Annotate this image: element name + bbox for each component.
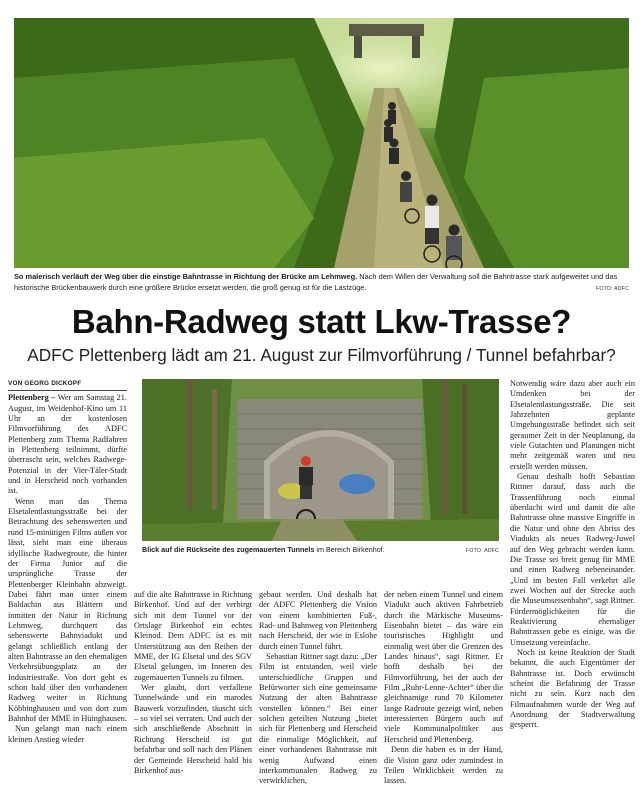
headline: Bahn-Radweg statt Lkw-Trasse? [71, 303, 572, 340]
tunnel-photo [142, 379, 499, 541]
paragraph: Sebastian Rittner sagt dazu: „Der Film ist entstanden, weil viele unterschiedliche Gruppen und Befürworter sich eine gemeinsame Nutzung der alten Bahntrasse vorstellen können.“ Bei einer solchen geteilten Nutzung „bietet sich für Plettenberg und Herscheid die einmalige Möglichkeit, auf einer vorhandenen Bahntrasse mit wenig Aufwand einen interkommunalen Radweg zu verwirklichen, [259, 652, 377, 786]
tunnel-photo-caption-bold: Blick auf die Rückseite des zugemauerten Tunnels [142, 545, 315, 554]
tunnel-photo-credit: FOTO: ADFC [465, 548, 499, 554]
tunnel-photo-caption [142, 545, 499, 556]
top-photo-credit: FOTO: ADFC [595, 286, 629, 292]
paragraph: Wer glaubt, dort verfallene Tunnelwände und ein marodes Bauwerk vorzufinden, täuscht sich – so viel sei verraten. Und auch der sich anschließende Abschnitt in Richtung Herscheid ist gut befahrbar und soll nach den Plänen der Gemeinde Herscheid bald bis Birkenhof aus- [134, 683, 252, 775]
paragraph: auf die alte Bahntrasse in Richtung Birkenhof. Und auf der verbirgt sich mit dem Tunnel vor der Ortslage Birkenhof ein echtes Kleinod. Dem ADFC ist es mit Unterstützung aus den Reihen der MME, der IG Elsetal und des SGV Elsetal gelungen, im Inneren des zugemauerten Tunnels zu filmen. [134, 590, 252, 682]
dateline: Plettenberg – [8, 393, 56, 403]
author-byline: VON GEORG DICKOPF [8, 379, 127, 391]
paragraph [8, 393, 127, 496]
tunnel-photo-caption-text: im Bereich Birkenhof. [314, 545, 385, 554]
article-column-3 [259, 590, 377, 787]
top-photo-cyclists-on-trail [14, 18, 629, 268]
paragraph: der neben einem Tunnel und einem Viadukt auch aktiven Fahrbetrieb durch die Märkische Museums-Eisenbahn bietet – das wäre ein touristisches Highlight und einmalig weit über die Grenzen des Landes hinaus“, sagt Rittner. Er hofft deshalb bei der Filmvorführung, bei der auch der Film „Ruhr-Lenne-Achter“ über die gleichnamige rund 70 Kilometer lange Radroute gezeigt wird, neben interessierten Bürgern auch auf viele Kommunalpolitiker aus Herscheid und Plettenberg. [384, 590, 503, 744]
subheadline: ADFC Plettenberg lädt am 21. August zur Filmvorführung / Tunnel befahrbar? [27, 345, 616, 365]
top-photo-caption [14, 271, 629, 295]
paragraph-text: Wer am Samstag 21. August, im Weidenhof-Kino um 11 Uhr an der kostenlosen Filmvorführung des ADFC Plettenberg zum Thema Radfahren in Plettenberg teilnimmt, dürfte überrascht sein, welches Radwege-Potenzial in der Vier-Täler-Stadt und in Herscheid noch vorhanden ist. [8, 393, 127, 496]
paragraph: Denn die haben es in der Hand, die Vision ganz oder zumindest in Teilen Wirklichkeit werden zu lassen. [384, 745, 503, 786]
article-column-5 [510, 379, 635, 731]
paragraph: Noch ist keine Reaktion der Stadt bekannt, die auch Eigentümer der Bahntrasse ist. Doch erwünscht scheint die Befahrung der Trasse nicht zu sein. Kurz nach den Filmaufnahmen wurde der Weg auf Anordnung der Stadtverwaltung gesperrt. [510, 647, 635, 730]
paragraph: Nun gelangt man nach einem kleinen Anstieg wieder [8, 724, 127, 744]
article-column-1 [8, 379, 127, 745]
paragraph: Genau deshalb hofft Sebastian Rittner darauf, dass auch die Trassenführung noch einmal überdacht wird und damit die alte Bahntrasse ohne massive Eingriffe in die Natur und ohne den Abriss des Viadukts als neues Radweg-Juwel auf den Weg gebracht werden kann. Die Trasse sei breit genug für MME und einen Radweg nebeneinander. „Und im besten Fall verkehrt alle zwei Wochen auf der Strecke auch die Museumseisenbahn“, sagt Rittner. Fördermöglichkeiten für die Reaktivierung ehemaliger Bahntrassen gebe es einige, was die Umsetzung vereinfache. [510, 472, 635, 647]
article-column-2 [134, 590, 252, 776]
paragraph: gebaut werden. Und deshalb hat der ADFC Plettenberg die Vision von einem kombinierten Fuß-, Rad- und Bahnweg von Plettenberg nach Herscheid, der wie in Eslohe durch einen Tunnel führt. [259, 590, 377, 651]
top-photo-caption-text: Nach dem Willen der Verwaltung soll die Bahntrasse stark aufgeweitet und das historische Brückenbauwerk durch eine größere Brücke ersetzt werden, die groß genug ist für die Lastzüge. [14, 272, 618, 292]
article-column-4 [384, 590, 503, 787]
top-photo-caption-bold: So malerisch verläuft der Weg über die einstige Bahntrasse in Richtung der Brücke am Lehmweg. [14, 272, 358, 281]
paragraph: Notwendig wäre dazu aber auch ein Umdenken bei der Elsetalentlastungsstraße. Die seit Jahrzehnten geplante Umgehungsstraße befindet sich seit geraumer Zeit in der Neuplanung, da viele Gutachten und Planungen nicht mehr zeitgemäß waren und neu erstellt werden müssen. [510, 379, 635, 471]
paragraph: Wenn man das Thema Elsetalentlastungsstraße bei der Betrachtung des sehenswerten und rund 15-minütigen Films außen vor lässt, sieht man eine überaus idyllische Radwegroute, die hinter der Firma Junior auf die ursprüngliche Trasse der Plettenberger Kleinbahn abzweigt. Dabei fährt man unter einem Baldachin aus Blättern und inmitten der Natur in Richtung Lehmweg, durchquert das sehenswerte Bahnviadukt und gelangt schließlich entlang der alten Bahntrasse an den ehemaligen Verkehrsübungsplatz an der Industriestraße. Von dort geht es schon bald über den vorhandenen Radweg weiter in Richtung Köbbinghausen und von dort zum Bahnhof der MME in Hüinghausen. [8, 496, 127, 723]
